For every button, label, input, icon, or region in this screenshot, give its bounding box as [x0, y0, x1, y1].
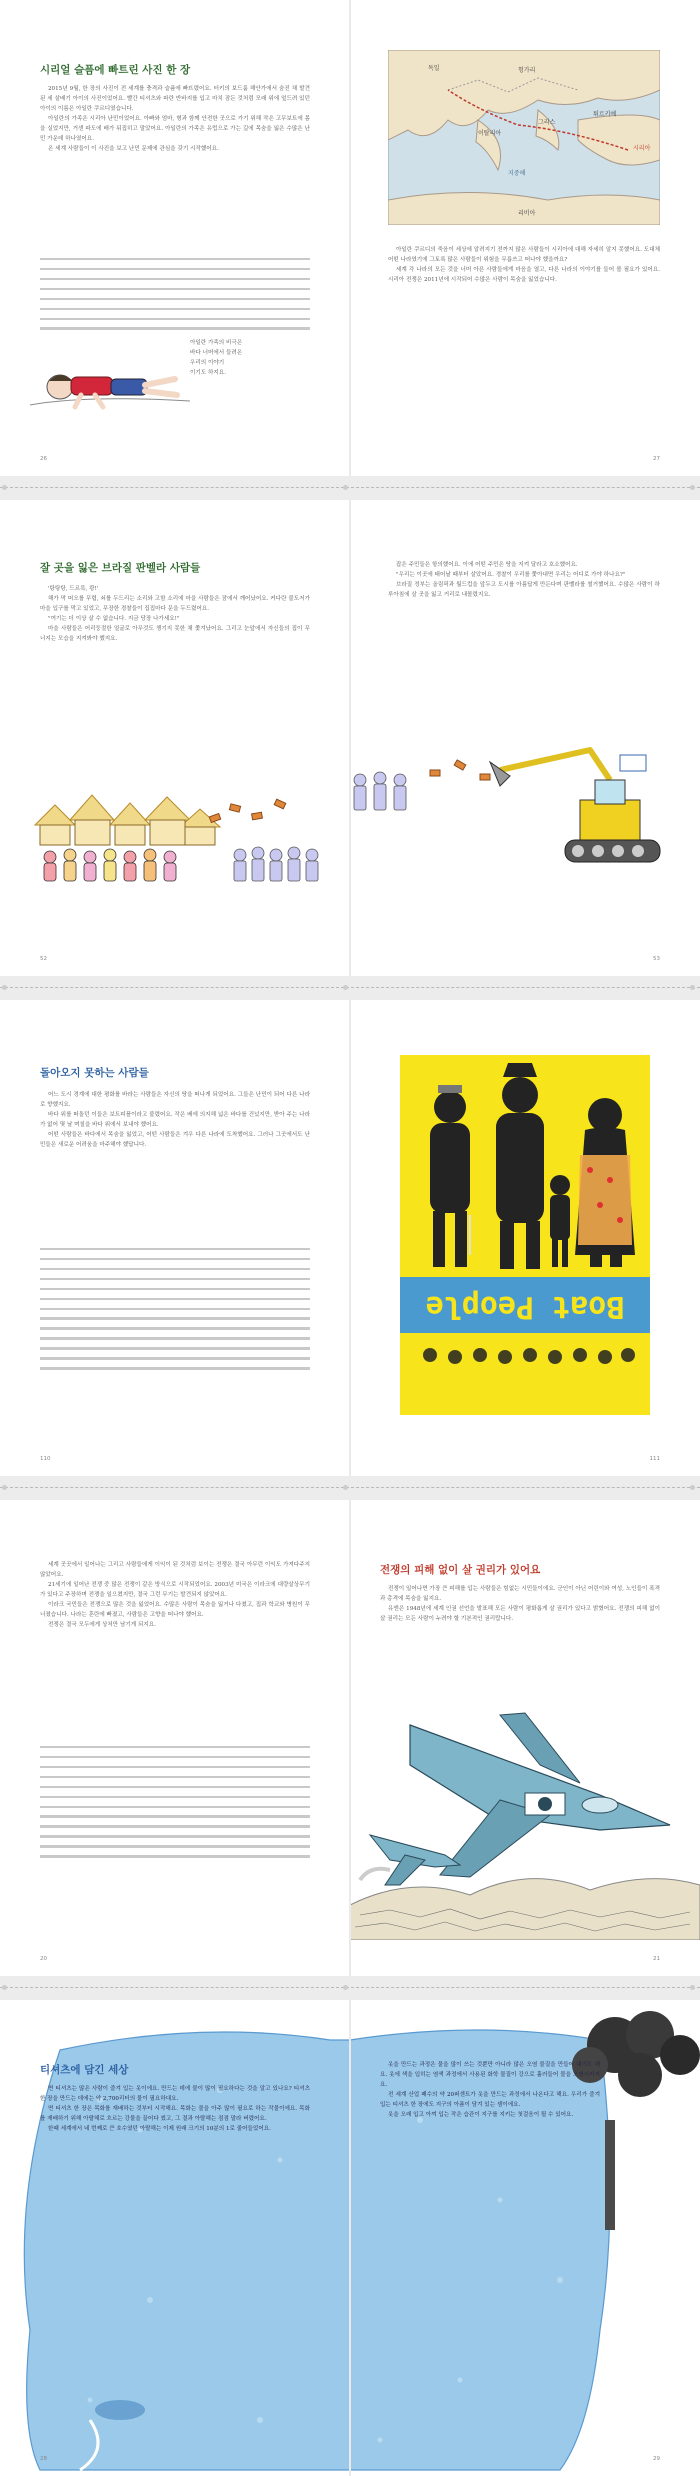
page-left: [0, 1500, 350, 1976]
body-text: [388, 560, 660, 735]
page-number: 28: [40, 2456, 47, 2462]
paragraph: "여기는 더 이상 살 수 없습니다. 지금 당장 나가세요!": [48, 616, 180, 622]
paragraph: 온 세계 사람들이 이 사진을 보고 난민 문제에 관심을 갖기 시작했어요.: [48, 146, 219, 152]
text-lines: [40, 1240, 310, 1370]
paragraph: 한때 세계에서 네 번째로 큰 호수였던 아랄해는 이제 원래 크기의 10분의 1로 줄어들었어요.: [48, 2126, 271, 2132]
section-title: 돌아오지 못하는 사람들: [40, 1067, 149, 1079]
spread-1: [0, 0, 700, 476]
page-right: [350, 1000, 700, 1476]
boat-people-illustration: [400, 1055, 650, 1415]
page-number: 53: [653, 956, 660, 962]
page-number: 110: [40, 1456, 51, 1462]
boat-people-sign: Boat People: [425, 1289, 625, 1324]
page-right: [350, 2000, 700, 2476]
paragraph: 세계 각 나라의 모든 것을 너머 아픈 사람들에게 마음을 열고, 다른 나라의 이야기를 들어 볼 필요가 있어요. 시리아 전쟁은 2011년에 시작되어 수많은 사람이 목숨을 잃었습니다.: [388, 267, 660, 283]
paragraph: 바다 위를 떠돌던 이들은 보트피플이라고 불렸어요. 작은 배에 의지해 넓은 바다를 건넜지만, 받아 주는 나라가 없어 몇 날 며칠을 바다 위에서 보내야 했어요.: [40, 1112, 310, 1128]
body-text: [40, 584, 310, 734]
caption-line: 우리의 이야기: [190, 360, 225, 366]
map-label: 독일: [428, 65, 440, 72]
paragraph: 전 세계 산업 폐수의 약 20퍼센트가 옷을 만드는 과정에서 나온다고 해요. 우리가 즐겨 입는 티셔츠 한 장에도 지구의 아픔이 담겨 있는 셈이에요.: [380, 2092, 600, 2108]
map-label: 지중해: [508, 170, 526, 177]
body-text: [40, 1090, 310, 1240]
section-title: 잘 곳을 잃은 브라질 판벨라 사람들: [40, 562, 201, 574]
spread-5: [0, 2000, 700, 2476]
paragraph: 면 티셔츠는 많은 사람이 즐겨 입는 옷이에요. 만드는 데에 물이 많이 필요하다는 것을 알고 있나요? 티셔츠 한 장을 만드는 데에는 약 2,700리터의 물이 필요하대요.: [40, 2086, 310, 2102]
paragraph: 아일란의 가족은 시리아 난민이었어요. 아빠와 엄마, 형과 함께 안전한 곳으로 가기 위해 작은 고무보트에 몸을 실었지만, 거센 파도에 배가 뒤집히고 말았어요. 아일란의 가족은 유럽으로 가는 길에 목숨을 잃은 수많은 난민 가운데 하나였어요.: [40, 116, 310, 142]
page-number: 26: [40, 456, 47, 462]
paragraph: 전쟁은 결국 모두에게 상처만 남기게 되지요.: [48, 1622, 156, 1628]
map-label: 헝가리: [518, 67, 536, 74]
paragraph: 브라질 정부는 올림픽과 월드컵을 앞두고 도시를 아름답게 만든다며 판벨라를 철거했어요. 수많은 사람이 하루아침에 살 곳을 잃고 거리로 내몰렸지요.: [388, 582, 660, 598]
paragraph: 전쟁이 일어나면 가장 큰 피해를 입는 사람들은 힘없는 시민들이에요. 군인이 아닌 어린이와 여성, 노인들이 폭격과 총격에 목숨을 잃지요.: [380, 1586, 660, 1602]
fighter-jet-small: [360, 1835, 460, 1885]
spread-separator: [0, 1976, 700, 2000]
fighter-jets-illustration: [350, 1705, 700, 1940]
section-title: 전쟁의 피해 없이 살 권리가 있어요: [380, 1564, 541, 1576]
paragraph: "우리는 이곳에 태어날 때부터 살았어요. 경찰이 우리를 쫓아내면 우리는 어디로 가야 하나요?": [396, 572, 626, 578]
map-label: 리비아: [518, 210, 536, 217]
paragraph: 21세기에 일어난 전쟁 중 많은 전쟁이 같은 방식으로 시작되었어요. 2003년 미국은 이라크에 대량살상무기가 있다고 주장하며 전쟁을 일으켰지만, 결국 그런 무기는 발견되지 않았어요.: [40, 1582, 310, 1598]
paragraph: 세계 곳곳에서 일어나는 그리고 사람들에게 이익이 된 것처럼 보이는 전쟁은 결국 아무런 이익도 가져다주지 않았어요.: [40, 1562, 310, 1578]
paragraph: 옷을 오래 입고 아껴 입는 작은 습관이 지구를 지키는 첫걸음이 될 수 있어요.: [388, 2112, 574, 2118]
section-title: 시리얼 슬픔에 빠트린 사진 한 장: [40, 64, 191, 76]
paragraph: 이라크 국민들은 전쟁으로 많은 것을 잃었어요. 수많은 사람이 목숨을 잃거나 다쳤고, 집과 학교와 병원이 무너졌습니다. 나라는 혼란에 빠졌고, 사람들은 고향을 떠나야 했어요.: [40, 1602, 310, 1618]
caption: [190, 338, 320, 398]
body-text: [380, 2060, 600, 2410]
paragraph: 아일란 쿠르디의 죽음이 세상에 알려지기 전까지 많은 사람들이 시리아에 대해 자세히 알지 못했어요. 도대체 어떤 나라였기에 그토록 많은 사람들이 위험을 무릅쓰고 떠나야 했을까요?: [388, 247, 660, 263]
page-number: 21: [653, 1956, 660, 1962]
body-text: [40, 1560, 310, 1735]
page-left: [0, 0, 350, 476]
spread-3: [0, 1000, 700, 1476]
map-label: 튀르키예: [593, 111, 617, 118]
page-number: 29: [653, 2456, 660, 2462]
page-right: [350, 1500, 700, 1976]
page-number: 111: [649, 1456, 660, 1462]
paragraph: 면 티셔츠 한 장은 목화를 재배하는 것부터 시작해요. 목화는 물을 아주 많이 필요로 하는 작물이에요. 목화를 재배하기 위해 아랄해로 흐르는 강물을 끌어다 썼고, 그 결과 아랄해는 점점 말라 버렸어요.: [40, 2106, 310, 2122]
spread-separator: [0, 476, 700, 500]
map-label: 시리아: [633, 145, 651, 152]
caption-line: 아일란 가족의 비극은: [190, 340, 243, 346]
map-illustration: [388, 50, 660, 225]
body-text: [40, 2084, 310, 2244]
paragraph: 유엔은 1948년에 세계 인권 선언을 발표해 모든 사람이 평화롭게 살 권리가 있다고 밝혔어요. 전쟁의 피해 없이 살 권리는 모든 사람이 누려야 할 기본적인 권리랍니다.: [380, 1606, 660, 1622]
bulldozer-illustration: [350, 740, 690, 900]
spread-separator: [0, 976, 700, 1000]
page-number: 27: [653, 456, 660, 462]
crowd-illustration: [30, 765, 350, 895]
body-text: [388, 245, 660, 395]
paragraph: 마을 사람들은 어리둥절한 얼굴로 아무것도 챙기지 못한 채 쫓겨났어요. 그리고 눈앞에서 자신들의 집이 무너지는 모습을 지켜봐야 했지요.: [40, 626, 310, 642]
map-label: 그리스: [538, 119, 556, 126]
body-text: [380, 1584, 660, 1704]
paragraph: 어떤 사람들은 바다에서 목숨을 잃었고, 어떤 사람들은 겨우 다른 나라에 도착했어요. 그러나 그곳에서도 난민들은 새로운 어려움을 마주해야 했답니다.: [40, 1132, 310, 1148]
paragraph: 해가 막 떠오를 무렵, 쇠를 두드리는 소리와 고함 소리에 마을 사람들은 잠에서 깨어났어요. 커다란 불도저가 마을 입구를 막고 있었고, 무장한 경찰들이 집집마다 문을 두드렸어요.: [40, 596, 310, 612]
paragraph: 어느 도시 경계에 대한 평화를 바라는 사람들은 자신의 땅을 떠나게 되었어요. 그들은 난민이 되어 다른 나라로 향했지요.: [40, 1092, 310, 1108]
text-lines: [40, 250, 310, 330]
page-left: [0, 2000, 350, 2476]
section-title: 티셔츠에 담긴 세상: [40, 2064, 129, 2076]
text-lines: [40, 1738, 310, 1858]
page-number: 52: [40, 956, 47, 962]
spread-4: [0, 1500, 700, 1976]
page-number: 20: [40, 1956, 47, 1962]
page-left: [0, 1000, 350, 1476]
spread-2: [0, 500, 700, 976]
spread-separator: [0, 1476, 700, 1500]
page-left: [0, 500, 350, 976]
paragraph: 옷을 만드는 과정은 물을 많이 쓰는 것뿐만 아니라 많은 오염 물질을 만들어 내기도 해요. 옷에 색을 입히는 염색 과정에서 사용된 화학 물질이 강으로 흘러들어 물을 오염시키지요.: [380, 2062, 600, 2088]
caption-line: 바다 너머에서 들려온: [190, 350, 243, 356]
map-label: 이탈리아: [478, 130, 502, 137]
fighter-jet-large: [410, 1713, 670, 1877]
caption-line: 이기도 하지요.: [190, 370, 226, 376]
child-illustration: [25, 335, 195, 415]
paragraph: '탕탕탕, 드르륵, 쾅!': [48, 586, 99, 592]
paragraph: 잡은 주민들은 항의했어요. 이에 어떤 주민은 땅을 지켜 달라고 호소했어요.: [396, 562, 578, 568]
page-right: [350, 0, 700, 476]
page-right: [350, 500, 700, 976]
paragraph: 2015년 9월, 한 장의 사진이 전 세계를 충격과 슬픔에 빠뜨렸어요. 터키의 보드룸 해안가에서 숨진 채 발견된 세 살배기 아이의 사진이었어요. 빨간 티셔츠와 파란 반바지를 입고 마치 잠든 것처럼 모래 위에 엎드려 있던 아이의 이름은 아일란 쿠르디였습니다.: [40, 86, 310, 112]
